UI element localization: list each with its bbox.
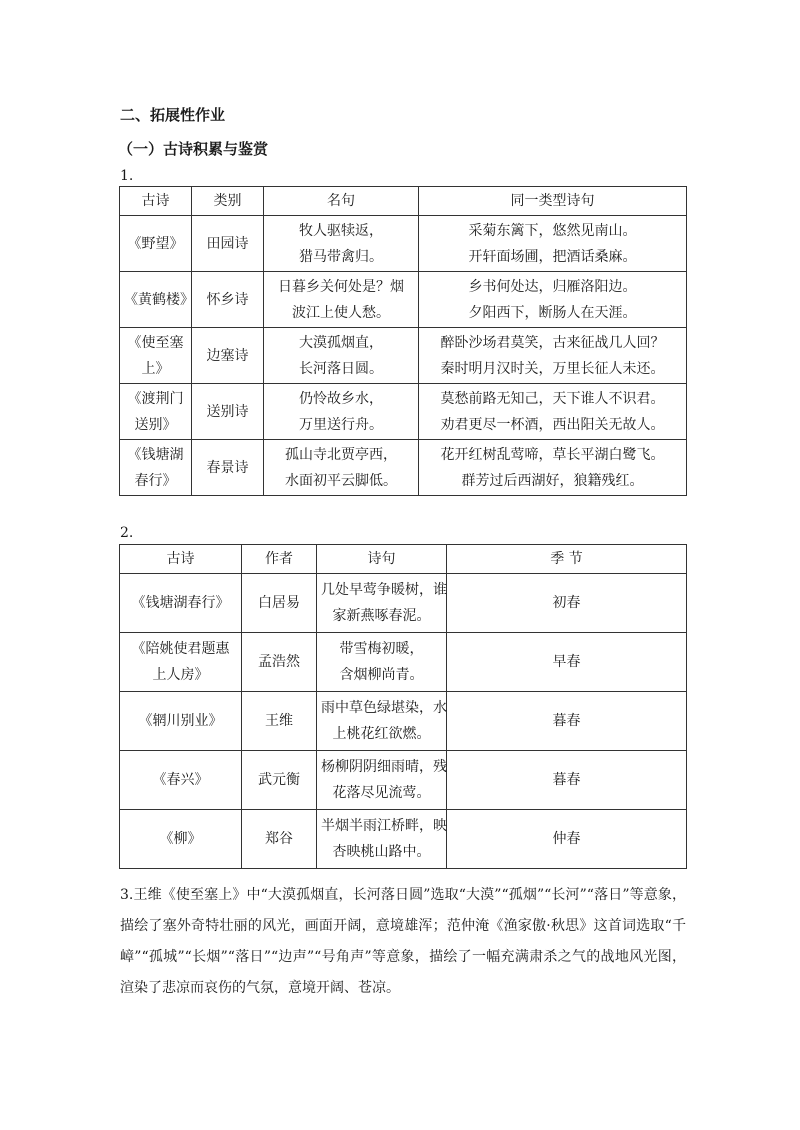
category-cell: 怀乡诗	[192, 272, 264, 328]
famous-line-cell	[264, 440, 419, 496]
section-title: 二、拓展性作业	[120, 106, 226, 124]
season-cell: 仲春	[447, 810, 687, 869]
famous-line-cell	[264, 216, 419, 272]
table-row	[120, 810, 687, 869]
poetry-season-table	[119, 544, 687, 869]
author-cell: 武元衡	[242, 751, 317, 810]
header-poem: 古诗	[120, 187, 192, 216]
poetry-category-table	[119, 186, 687, 496]
poem-title-cell	[120, 633, 242, 692]
table-header-row	[120, 545, 687, 574]
table-row	[120, 216, 687, 272]
subsection-title: （一）古诗积累与鉴赏	[118, 140, 269, 158]
category-cell: 送别诗	[192, 384, 264, 440]
famous-line-cell-line: 波江上使人愁。	[292, 304, 390, 321]
famous-line-cell-line: 水面初平云脚低。	[285, 472, 397, 489]
verse-cell-line: 雨中草色绿堪染，水	[321, 700, 447, 716]
poem-title-cell	[120, 384, 192, 440]
header-same-type-lines: 同一类型诗句	[419, 187, 687, 216]
category-cell: 春景诗	[192, 440, 264, 496]
famous-line-cell-line: 猎马带禽归。	[299, 248, 383, 265]
season-cell: 暮春	[447, 692, 687, 751]
same-type-lines-cell-line: 莫愁前路无知己，天下谁人不识君。	[440, 390, 665, 407]
author-cell: 郑谷	[242, 810, 317, 869]
header-verse: 诗句	[317, 545, 447, 574]
same-type-lines-cell-line: 劝君更尽一杯酒，西出阳关无故人。	[440, 416, 665, 433]
famous-line-cell-line: 牧人驱犊返，	[299, 222, 383, 239]
poem-title-cell-line: 上人房》	[152, 667, 209, 683]
poem-title-cell-line: 上》	[141, 360, 170, 377]
same-type-lines-cell-line: 乡书何处达，归雁洛阳边。	[468, 278, 637, 295]
poem-title-cell-line: 《辋川别业》	[138, 713, 223, 729]
poem-title-cell	[120, 574, 242, 633]
famous-line-cell-line: 日暮乡关何处是？烟	[278, 278, 404, 295]
same-type-lines-cell-line: 秦时明月汉时关，万里长征人未还。	[440, 360, 665, 377]
poem-title-cell	[120, 272, 192, 328]
famous-line-cell-line: 仍怜故乡水，	[299, 390, 383, 407]
same-type-lines-cell-line: 醉卧沙场君莫笑，古来征战几人回？	[440, 334, 665, 351]
same-type-lines-cell-line: 夕阳西下，断肠人在天涯。	[468, 304, 637, 321]
header-poem: 古诗	[120, 545, 242, 574]
author-cell: 白居易	[242, 574, 317, 633]
author-cell: 王维	[242, 692, 317, 751]
same-type-lines-cell-line: 采菊东篱下，悠然见南山。	[468, 222, 637, 239]
table-row	[120, 692, 687, 751]
famous-line-cell-line: 大漠孤烟直，	[299, 334, 383, 351]
poem-title-cell	[120, 216, 192, 272]
same-type-lines-cell	[419, 328, 687, 384]
same-type-lines-cell-line: 群芳过后西湖好，狼籍残红。	[461, 472, 644, 489]
poem-title-cell	[120, 810, 242, 869]
verse-cell-line: 上桃花红欲燃。	[332, 726, 431, 742]
header-season: 季 节	[447, 545, 687, 574]
poem-title-cell	[120, 692, 242, 751]
poem-title-cell-line: 春行》	[134, 472, 177, 489]
table-row	[120, 633, 687, 692]
famous-line-cell-line: 长河落日圆。	[299, 360, 383, 377]
question-2-label: 2.	[120, 525, 134, 541]
category-cell: 边塞诗	[192, 328, 264, 384]
same-type-lines-cell-line: 花开红树乱莺啼，草长平湖白鹭飞。	[440, 446, 665, 463]
poem-title-cell-line: 《渡荆门	[127, 390, 184, 407]
verse-cell	[317, 692, 447, 751]
verse-cell-line: 带雪梅初暖，	[339, 641, 424, 657]
poem-title-cell	[120, 751, 242, 810]
poem-title-cell-line: 《钱塘湖春行》	[131, 595, 230, 611]
same-type-lines-cell	[419, 272, 687, 328]
verse-cell	[317, 633, 447, 692]
poem-title-cell-line: 《使至塞	[127, 334, 184, 351]
poem-title-cell	[120, 440, 192, 496]
poem-title-cell-line: 《柳》	[159, 831, 202, 847]
verse-cell	[317, 751, 447, 810]
poem-title-cell	[120, 328, 192, 384]
table-header-row	[120, 187, 687, 216]
table-row	[120, 272, 687, 328]
verse-cell	[317, 810, 447, 869]
poem-title-cell-line: 《春兴》	[152, 772, 209, 788]
verse-cell-line: 花落尽见流莺。	[332, 785, 431, 801]
question-1-label: 1.	[120, 168, 134, 184]
poem-title-cell-line: 《陪姚使君题惠	[131, 641, 230, 657]
poem-title-cell-line: 《野望》	[127, 235, 184, 252]
table-row	[120, 574, 687, 633]
same-type-lines-cell	[419, 216, 687, 272]
poem-title-cell-line: 送别》	[134, 416, 177, 433]
verse-cell	[317, 574, 447, 633]
table-row	[120, 440, 687, 496]
question-3-answer: 3.王维《使至塞上》中“大漠孤烟直，长河落日圆”选取“大漠”“孤烟”“长河”“落日”等意象，描绘了塞外奇特壮丽的风光，画面开阔，意境雄浑；范仲淹《渔家傲·秋思》这首词选取“千嶂”“孤城”“长烟”“落日”“边声”“号角声”等意象，描绘了一幅充满肃杀之气的战地风光图，渲染了悲凉而哀伤的气氛，意境开阔、苍凉。	[120, 887, 686, 996]
verse-cell-line: 杨柳阴阴细雨晴，残	[321, 759, 447, 775]
verse-cell-line: 家新燕啄春泥。	[332, 608, 431, 624]
famous-line-cell	[264, 384, 419, 440]
same-type-lines-cell	[419, 440, 687, 496]
season-cell: 暮春	[447, 751, 687, 810]
category-cell: 田园诗	[192, 216, 264, 272]
famous-line-cell-line: 万里送行舟。	[299, 416, 383, 433]
table-row	[120, 328, 687, 384]
famous-line-cell	[264, 328, 419, 384]
header-famous-line: 名句	[264, 187, 419, 216]
poem-title-cell-line: 《钱塘湖	[127, 446, 184, 463]
header-category: 类别	[192, 187, 264, 216]
famous-line-cell	[264, 272, 419, 328]
famous-line-cell-line: 孤山寺北贾亭西，	[285, 446, 397, 463]
table-row	[120, 751, 687, 810]
author-cell: 孟浩然	[242, 633, 317, 692]
verse-cell-line: 杏映桃山路中。	[332, 844, 431, 860]
table-row	[120, 384, 687, 440]
season-cell: 初春	[447, 574, 687, 633]
poem-title-cell-line: 《黄鹤楼》	[124, 291, 194, 308]
verse-cell-line: 半烟半雨江桥畔，映	[321, 818, 447, 834]
verse-cell-line: 含烟柳尚青。	[339, 667, 424, 683]
header-author: 作者	[242, 545, 317, 574]
same-type-lines-cell	[419, 384, 687, 440]
same-type-lines-cell-line: 开轩面场圃，把酒话桑麻。	[468, 248, 637, 265]
season-cell: 早春	[447, 633, 687, 692]
verse-cell-line: 几处早莺争暖树，谁	[321, 582, 447, 598]
